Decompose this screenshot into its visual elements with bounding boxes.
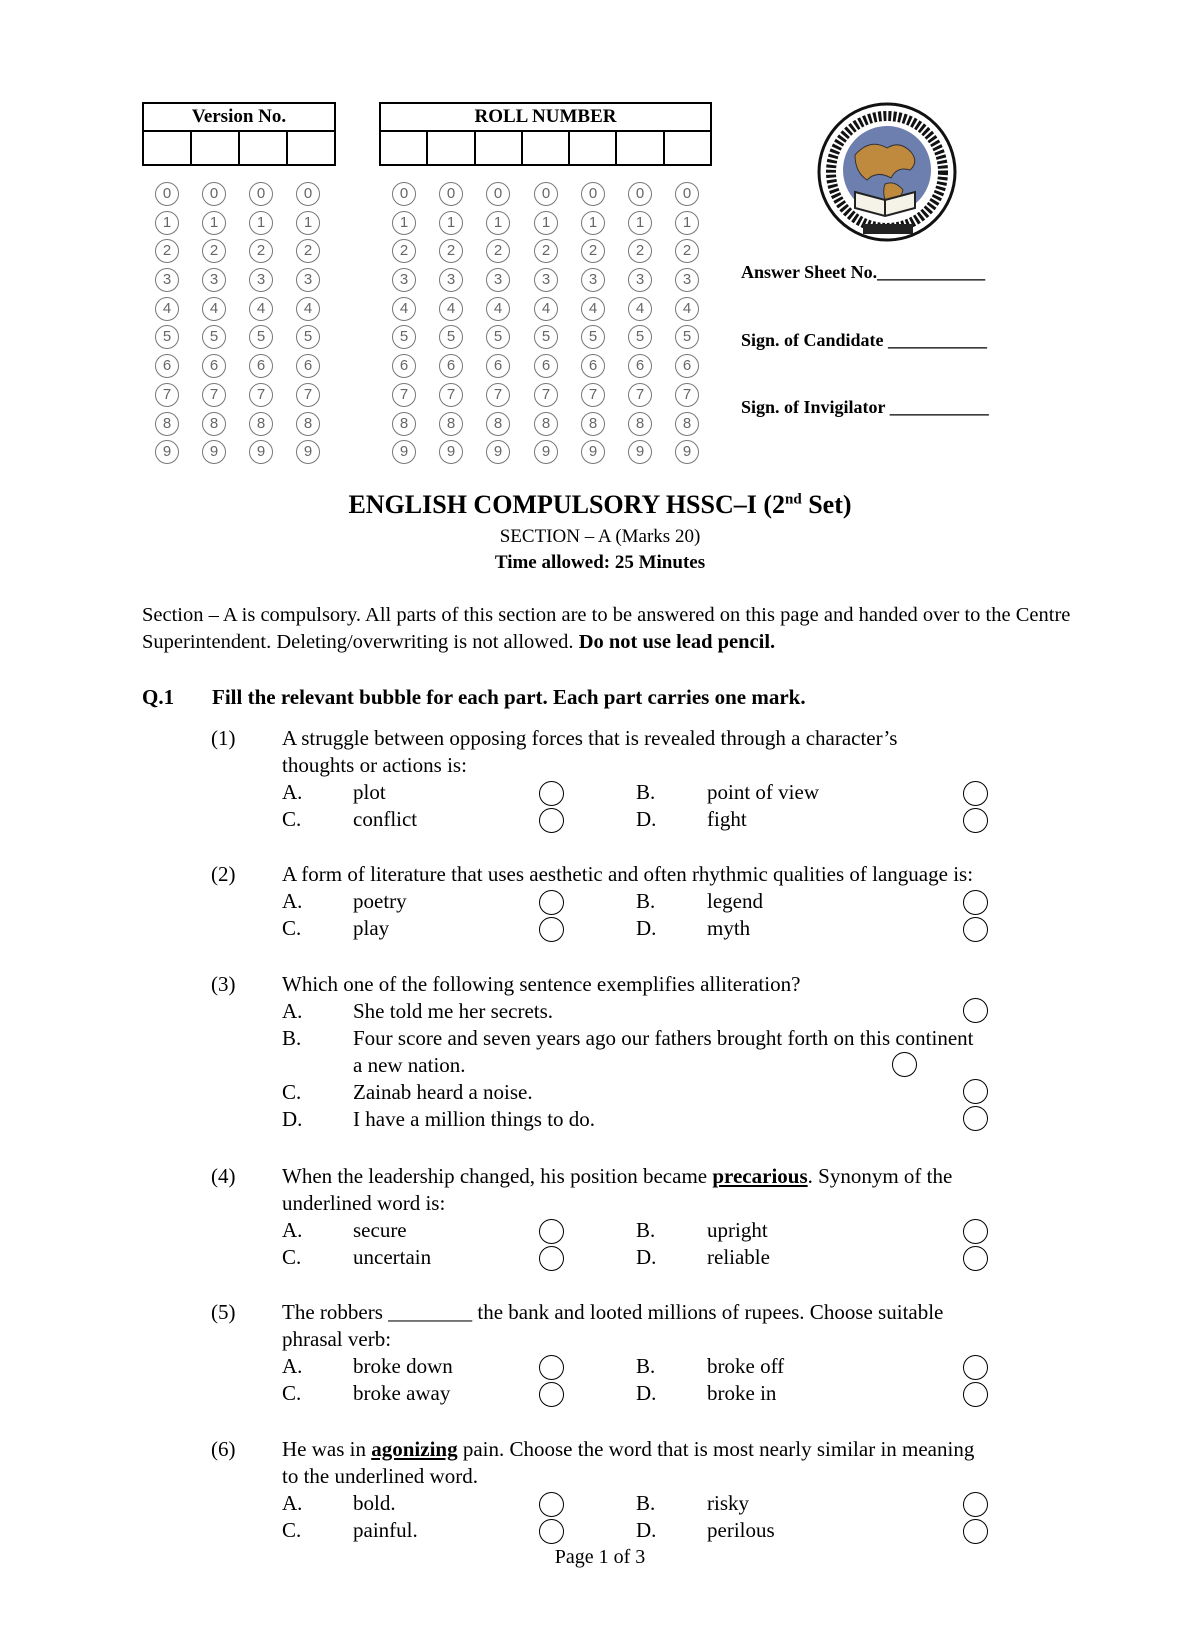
- option-text: point of view: [707, 780, 819, 804]
- digit-bubble[interactable]: 0: [249, 182, 273, 206]
- digit-bubble[interactable]: 9: [296, 440, 320, 464]
- question-stem: A form of literature that uses aesthetic and often rhythmic qualities of language is:: [282, 862, 974, 886]
- digit-bubble[interactable]: 6: [296, 354, 320, 378]
- digit-bubble[interactable]: 9: [628, 440, 652, 464]
- digit-bubble[interactable]: 0: [534, 182, 558, 206]
- question-stem-line: thoughts or actions is:: [282, 753, 467, 777]
- answer-bubble[interactable]: [539, 1492, 564, 1517]
- answer-bubble[interactable]: [963, 1246, 988, 1271]
- digit-bubble[interactable]: 1: [296, 211, 320, 235]
- roll-cell[interactable]: [570, 132, 617, 166]
- option-text: a new nation.: [353, 1053, 466, 1077]
- instructions: [142, 602, 1072, 656]
- digit-bubble[interactable]: 0: [628, 182, 652, 206]
- answer-bubble[interactable]: [963, 781, 988, 806]
- roll-cell[interactable]: [476, 132, 523, 166]
- digit-bubble[interactable]: 8: [155, 412, 179, 436]
- digit-bubble[interactable]: 7: [249, 383, 273, 407]
- option-text: painful.: [353, 1518, 418, 1542]
- digit-bubble[interactable]: 9: [392, 440, 416, 464]
- option-text: play: [353, 916, 390, 940]
- page-number: Page 1 of 3: [554, 1546, 646, 1568]
- option-letter: B.: [636, 1491, 656, 1515]
- digit-bubble[interactable]: 6: [628, 354, 652, 378]
- digit-bubble[interactable]: 9: [486, 440, 510, 464]
- paper-title-main: ENGLISH COMPULSORY HSSC–I (2: [348, 490, 786, 519]
- digit-bubble[interactable]: 7: [296, 383, 320, 407]
- option-letter: B.: [636, 1218, 656, 1242]
- digit-bubble[interactable]: 3: [581, 268, 605, 292]
- digit-bubble[interactable]: 0: [155, 182, 179, 206]
- question-stem: [282, 1437, 974, 1462]
- digit-bubble[interactable]: 4: [675, 297, 699, 321]
- digit-bubble[interactable]: 1: [581, 211, 605, 235]
- option-letter: C.: [282, 1080, 302, 1104]
- answer-bubble[interactable]: [539, 1382, 564, 1407]
- digit-bubble[interactable]: 8: [392, 412, 416, 436]
- version-label: Version No.: [144, 104, 334, 132]
- digit-bubble[interactable]: 8: [249, 412, 273, 436]
- option-letter: D.: [636, 916, 657, 940]
- option-letter: D.: [636, 1245, 657, 1269]
- option-letter: A.: [282, 1354, 303, 1378]
- digit-bubble[interactable]: 8: [581, 412, 605, 436]
- answer-bubble[interactable]: [963, 1492, 988, 1517]
- option-letter: B.: [636, 780, 656, 804]
- board-logo: [815, 100, 965, 245]
- digit-bubble[interactable]: 7: [155, 383, 179, 407]
- option-letter: A.: [282, 1218, 303, 1242]
- question-stem: The robbers ________ the bank and looted millions of rupees. Choose suitable: [282, 1300, 944, 1324]
- roll-digit-column: [392, 182, 420, 469]
- answer-bubble[interactable]: [963, 1106, 988, 1131]
- digit-bubble[interactable]: 6: [249, 354, 273, 378]
- option-letter: A.: [282, 1491, 303, 1515]
- option-text: fight: [707, 807, 747, 831]
- digit-bubble[interactable]: 2: [675, 239, 699, 263]
- digit-bubble[interactable]: 4: [249, 297, 273, 321]
- digit-bubble[interactable]: 7: [202, 383, 226, 407]
- digit-bubble[interactable]: 9: [675, 440, 699, 464]
- roll-cell[interactable]: [665, 132, 710, 166]
- digit-bubble[interactable]: 1: [675, 211, 699, 235]
- option-text: secure: [353, 1218, 407, 1242]
- option-letter: C.: [282, 1381, 302, 1405]
- answer-bubble[interactable]: [892, 1052, 917, 1077]
- digit-bubble[interactable]: 5: [581, 325, 605, 349]
- digit-bubble[interactable]: 2: [628, 239, 652, 263]
- digit-bubble[interactable]: 5: [392, 325, 416, 349]
- digit-bubble[interactable]: 0: [439, 182, 463, 206]
- digit-bubble[interactable]: 5: [675, 325, 699, 349]
- option-text: She told me her secrets.: [353, 999, 554, 1023]
- roll-cell[interactable]: [523, 132, 570, 166]
- option-text: broke down: [353, 1354, 453, 1378]
- digit-bubble[interactable]: 5: [486, 325, 510, 349]
- paper-title-set: Set): [801, 490, 852, 519]
- digit-bubble[interactable]: 5: [534, 325, 558, 349]
- option-text: poetry: [353, 889, 407, 913]
- answer-sheet-number: Answer Sheet No.____________: [741, 262, 986, 282]
- option-text: upright: [707, 1218, 768, 1242]
- digit-bubble[interactable]: 8: [534, 412, 558, 436]
- answer-bubble[interactable]: [963, 1079, 988, 1104]
- version-cell[interactable]: [288, 132, 334, 166]
- digit-bubble[interactable]: 6: [581, 354, 605, 378]
- option-text: reliable: [707, 1245, 770, 1269]
- digit-bubble[interactable]: 0: [392, 182, 416, 206]
- digit-bubble[interactable]: 1: [628, 211, 652, 235]
- digit-bubble[interactable]: 3: [486, 268, 510, 292]
- digit-bubble[interactable]: 3: [392, 268, 416, 292]
- option-text: myth: [707, 916, 751, 940]
- question-stem: Which one of the following sentence exemplifies alliteration?: [282, 972, 801, 996]
- digit-bubble[interactable]: 0: [296, 182, 320, 206]
- digit-bubble[interactable]: 8: [439, 412, 463, 436]
- digit-bubble[interactable]: 8: [675, 412, 699, 436]
- question-number: Q.1: [142, 685, 175, 709]
- digit-bubble[interactable]: 2: [581, 239, 605, 263]
- digit-bubble[interactable]: 3: [249, 268, 273, 292]
- digit-bubble[interactable]: 3: [628, 268, 652, 292]
- option-letter: C.: [282, 1245, 302, 1269]
- digit-bubble[interactable]: 8: [296, 412, 320, 436]
- digit-bubble[interactable]: 2: [439, 239, 463, 263]
- option-letter: A.: [282, 889, 303, 913]
- digit-bubble[interactable]: 4: [628, 297, 652, 321]
- roll-digit-column: [486, 182, 514, 469]
- digit-bubble[interactable]: 3: [296, 268, 320, 292]
- digit-bubble[interactable]: 1: [439, 211, 463, 235]
- answer-bubble[interactable]: [539, 1519, 564, 1544]
- digit-bubble[interactable]: 3: [202, 268, 226, 292]
- paper-title-sup: nd: [785, 491, 802, 508]
- digit-bubble[interactable]: 7: [675, 383, 699, 407]
- option-letter: C.: [282, 1518, 302, 1542]
- answer-bubble[interactable]: [539, 917, 564, 942]
- digit-bubble[interactable]: 2: [249, 239, 273, 263]
- option-letter: B.: [636, 889, 656, 913]
- digit-bubble[interactable]: 4: [439, 297, 463, 321]
- option-text: broke away: [353, 1381, 451, 1405]
- option-letter: D.: [282, 1107, 303, 1131]
- part-number: (5): [211, 1300, 236, 1324]
- digit-bubble[interactable]: 8: [628, 412, 652, 436]
- option-text: bold.: [353, 1491, 396, 1515]
- version-cell[interactable]: [240, 132, 288, 166]
- globe-seal-icon: [815, 100, 965, 245]
- underlined-word: agonizing: [371, 1437, 458, 1461]
- option-text: legend: [707, 889, 763, 913]
- question-stem-line: underlined word is:: [282, 1191, 446, 1215]
- digit-bubble[interactable]: 4: [486, 297, 510, 321]
- answer-bubble[interactable]: [539, 808, 564, 833]
- option-text: perilous: [707, 1518, 775, 1542]
- digit-bubble[interactable]: 5: [155, 325, 179, 349]
- option-letter: D.: [636, 1381, 657, 1405]
- roll-digit-column: [534, 182, 562, 469]
- answer-bubble[interactable]: [963, 890, 988, 915]
- digit-bubble[interactable]: 7: [534, 383, 558, 407]
- part-number: (3): [211, 972, 236, 996]
- version-digit-column: [155, 182, 183, 469]
- digit-bubble[interactable]: 3: [675, 268, 699, 292]
- roll-digit-column: [675, 182, 703, 469]
- digit-bubble[interactable]: 4: [392, 297, 416, 321]
- option-letter: D.: [636, 807, 657, 831]
- time-allowed: Time allowed: 25 Minutes: [494, 552, 706, 573]
- digit-bubble[interactable]: 0: [202, 182, 226, 206]
- question-stem-text: He was in: [282, 1437, 372, 1461]
- option-text: conflict: [353, 807, 418, 831]
- question-stem-text: pain. Choose the word that is most nearly similar in meaning: [457, 1437, 975, 1461]
- option-letter: A.: [282, 780, 303, 804]
- digit-bubble[interactable]: 3: [155, 268, 179, 292]
- answer-bubble[interactable]: [539, 890, 564, 915]
- option-text: Four score and seven years ago our fathers brought forth on this continent: [353, 1026, 974, 1050]
- digit-bubble[interactable]: 6: [392, 354, 416, 378]
- version-digit-column: [202, 182, 230, 469]
- digit-bubble[interactable]: 8: [202, 412, 226, 436]
- digit-bubble[interactable]: 6: [155, 354, 179, 378]
- version-digit-column: [249, 182, 277, 469]
- digit-bubble[interactable]: 1: [392, 211, 416, 235]
- digit-bubble[interactable]: 7: [439, 383, 463, 407]
- answer-bubble[interactable]: [963, 808, 988, 833]
- digit-bubble[interactable]: 9: [581, 440, 605, 464]
- roll-digit-column: [439, 182, 467, 469]
- question-stem-text: When the leadership changed, his position became: [282, 1164, 713, 1188]
- digit-bubble[interactable]: 5: [202, 325, 226, 349]
- question-stem-line: phrasal verb:: [282, 1327, 392, 1351]
- roll-digit-column: [581, 182, 609, 469]
- instructions-warning: Do not use lead pencil.: [578, 631, 776, 653]
- paper-title: [0, 490, 1200, 520]
- candidate-signature: Sign. of Candidate ___________: [741, 330, 988, 350]
- question-stem-text: . Synonym of the: [807, 1164, 953, 1188]
- digit-bubble[interactable]: 7: [392, 383, 416, 407]
- part-number: (1): [211, 726, 236, 750]
- digit-bubble[interactable]: 7: [486, 383, 510, 407]
- digit-bubble[interactable]: 2: [486, 239, 510, 263]
- digit-bubble[interactable]: 9: [249, 440, 273, 464]
- underlined-word: precarious: [712, 1164, 808, 1188]
- digit-bubble[interactable]: 9: [439, 440, 463, 464]
- answer-bubble[interactable]: [963, 1519, 988, 1544]
- digit-bubble[interactable]: 9: [155, 440, 179, 464]
- option-letter: A.: [282, 999, 303, 1023]
- question-stem: A struggle between opposing forces that is revealed through a character’s: [282, 726, 898, 750]
- digit-bubble[interactable]: 0: [486, 182, 510, 206]
- invigilator-signature: Sign. of Invigilator ___________: [741, 397, 989, 417]
- section-heading: SECTION – A (Marks 20): [499, 526, 701, 547]
- digit-bubble[interactable]: 7: [581, 383, 605, 407]
- option-letter: D.: [636, 1518, 657, 1542]
- digit-bubble[interactable]: 6: [439, 354, 463, 378]
- digit-bubble[interactable]: 0: [675, 182, 699, 206]
- instructions-text: Section – A is compulsory. All parts of this section are to be answered on this page and handed over to the Centre Superintendent. Deleting/overwriting is not allowed.: [142, 604, 1071, 653]
- digit-bubble[interactable]: 1: [202, 211, 226, 235]
- digit-bubble[interactable]: 8: [486, 412, 510, 436]
- answer-bubble[interactable]: [963, 917, 988, 942]
- answer-bubble[interactable]: [539, 781, 564, 806]
- answer-bubble[interactable]: [963, 1355, 988, 1380]
- digit-bubble[interactable]: 3: [439, 268, 463, 292]
- digit-bubble[interactable]: 4: [296, 297, 320, 321]
- digit-bubble[interactable]: 5: [439, 325, 463, 349]
- digit-bubble[interactable]: 2: [534, 239, 558, 263]
- digit-bubble[interactable]: 6: [534, 354, 558, 378]
- answer-bubble[interactable]: [963, 1219, 988, 1244]
- digit-bubble[interactable]: 4: [202, 297, 226, 321]
- answer-bubble[interactable]: [963, 1382, 988, 1407]
- version-cell[interactable]: [144, 132, 192, 166]
- part-number: (6): [211, 1437, 236, 1461]
- digit-bubble[interactable]: 1: [155, 211, 179, 235]
- digit-bubble[interactable]: 6: [675, 354, 699, 378]
- question-heading: Fill the relevant bubble for each part. Each part carries one mark.: [212, 685, 806, 709]
- answer-bubble[interactable]: [539, 1355, 564, 1380]
- answer-bubble[interactable]: [963, 998, 988, 1023]
- digit-bubble[interactable]: 6: [486, 354, 510, 378]
- digit-bubble[interactable]: 4: [534, 297, 558, 321]
- option-letter: C.: [282, 807, 302, 831]
- roll-digit-column: [628, 182, 656, 469]
- digit-bubble[interactable]: 1: [249, 211, 273, 235]
- option-text: uncertain: [353, 1245, 432, 1269]
- digit-bubble[interactable]: 5: [249, 325, 273, 349]
- option-text: Zainab heard a noise.: [353, 1080, 533, 1104]
- version-digit-column: [296, 182, 324, 469]
- digit-bubble[interactable]: 1: [534, 211, 558, 235]
- question-stem: [282, 1164, 952, 1189]
- option-text: risky: [707, 1491, 749, 1515]
- answer-bubble[interactable]: [539, 1219, 564, 1244]
- version-number-box: [142, 102, 336, 166]
- digit-bubble[interactable]: 7: [628, 383, 652, 407]
- digit-bubble[interactable]: 0: [581, 182, 605, 206]
- version-cell[interactable]: [192, 132, 240, 166]
- option-letter: B.: [282, 1026, 302, 1050]
- roll-number-label: ROLL NUMBER: [381, 104, 710, 132]
- option-text: I have a million things to do.: [353, 1107, 596, 1131]
- digit-bubble[interactable]: 3: [534, 268, 558, 292]
- roll-cell[interactable]: [617, 132, 664, 166]
- part-number: (4): [211, 1164, 236, 1188]
- digit-bubble[interactable]: 2: [392, 239, 416, 263]
- digit-bubble[interactable]: 5: [296, 325, 320, 349]
- option-letter: B.: [636, 1354, 656, 1378]
- option-text: plot: [353, 780, 386, 804]
- option-letter: C.: [282, 916, 302, 940]
- roll-cell[interactable]: [428, 132, 475, 166]
- answer-bubble[interactable]: [539, 1246, 564, 1271]
- digit-bubble[interactable]: 1: [486, 211, 510, 235]
- digit-bubble[interactable]: 4: [155, 297, 179, 321]
- digit-bubble[interactable]: 2: [202, 239, 226, 263]
- digit-bubble[interactable]: 2: [296, 239, 320, 263]
- option-text: broke off: [707, 1354, 785, 1378]
- roll-number-box: [379, 102, 712, 166]
- part-number: (2): [211, 862, 236, 886]
- roll-cell[interactable]: [381, 132, 428, 166]
- digit-bubble[interactable]: 9: [534, 440, 558, 464]
- digit-bubble[interactable]: 4: [581, 297, 605, 321]
- digit-bubble[interactable]: 6: [202, 354, 226, 378]
- option-text: broke in: [707, 1381, 777, 1405]
- digit-bubble[interactable]: 2: [155, 239, 179, 263]
- question-stem-line: to the underlined word.: [282, 1464, 478, 1488]
- digit-bubble[interactable]: 5: [628, 325, 652, 349]
- digit-bubble[interactable]: 9: [202, 440, 226, 464]
